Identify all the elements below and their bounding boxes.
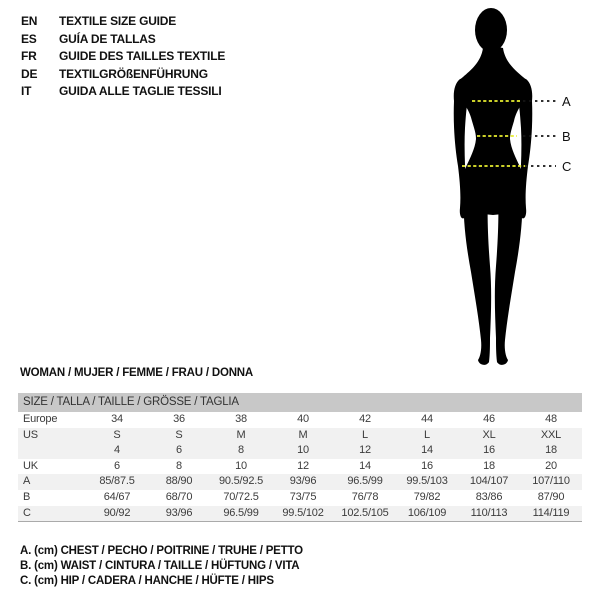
size-cell: 48 (545, 413, 557, 425)
size-cell: 88/90 (165, 475, 193, 488)
marker-label-c: C (562, 159, 572, 174)
language-row-it (21, 83, 225, 101)
size-cell: L (424, 428, 430, 441)
size-cell: 6 (176, 444, 182, 457)
size-cell: 8 (176, 459, 182, 472)
size-cell: 96.5/99 (223, 506, 259, 519)
row-label: A (23, 475, 31, 488)
row-label: B (23, 490, 31, 503)
row-label: UK (23, 459, 38, 472)
size-cell: 14 (359, 459, 371, 472)
size-cell: 99.5/102 (282, 506, 324, 519)
language-title: GUÍA DE TALLAS (59, 31, 156, 46)
size-cell: 83/86 (475, 490, 503, 503)
language-code: ES (21, 31, 37, 46)
size-cell: 46 (483, 413, 495, 425)
size-table-header: SIZE / TALLA / TAILLE / GRÖSSE / TAGLIA (18, 393, 582, 412)
size-cell: 104/107 (469, 475, 509, 488)
marker-label-a: A (562, 94, 571, 109)
size-cell: 79/82 (413, 490, 441, 503)
size-cell: 40 (297, 413, 309, 425)
row-label (18, 443, 86, 459)
table-row-chest-a (18, 474, 582, 490)
legend-line-waist: B. (cm) WAIST / CINTURA / TAILLE / HÜFTUNG / VITA (20, 560, 300, 573)
size-cell: XL (482, 428, 496, 441)
marker-label-b: B (562, 129, 571, 144)
language-title: GUIDE DES TAILLES TEXTILE (59, 49, 226, 63)
size-cell: M (298, 428, 308, 441)
size-cell: 44 (421, 413, 433, 425)
language-code: EN (21, 14, 38, 28)
table-row-uk (18, 459, 582, 475)
size-cell: 68/70 (165, 490, 193, 503)
size-cell: 106/109 (407, 506, 447, 519)
row-label: C (23, 506, 31, 519)
size-cell: 76/78 (351, 490, 379, 503)
language-code: IT (21, 84, 32, 98)
size-cell: 4 (114, 444, 120, 457)
size-cell: S (113, 428, 121, 441)
measurement-figure (425, 0, 600, 380)
size-cell: 85/87.5 (99, 475, 135, 488)
table-row-europe (18, 412, 582, 428)
language-row-de (21, 66, 225, 84)
size-cell: L (362, 428, 368, 441)
row-label: US (23, 428, 38, 441)
row-label: Europe (23, 413, 58, 425)
language-title: TEXTILGRÖßENFÜHRUNG (59, 66, 208, 81)
size-cell: 34 (111, 413, 123, 425)
size-cell: 12 (297, 459, 309, 472)
language-row-en (21, 13, 225, 31)
size-cell: 107/110 (532, 475, 570, 488)
size-cell: 70/72.5 (223, 490, 259, 503)
legend-line-chest: A. (cm) CHEST / PECHO / POITRINE / TRUHE / PETTO (20, 545, 303, 557)
size-cell: 12 (359, 444, 371, 457)
language-code: DE (21, 66, 38, 81)
size-cell: 18 (545, 444, 557, 457)
size-cell: 114/119 (532, 506, 570, 519)
size-cell: 110/113 (470, 506, 508, 519)
size-cell: 20 (545, 459, 557, 472)
size-cell: 10 (297, 444, 309, 457)
size-cell: 99.5/103 (406, 475, 448, 488)
size-table-body (18, 412, 582, 522)
size-cell: 6 (114, 459, 120, 472)
size-cell: 8 (238, 444, 244, 457)
legend-line-hip: C. (cm) HIP / CADERA / HANCHE / HÜFTE / HIPS (20, 575, 274, 588)
language-code: FR (21, 49, 37, 63)
size-cell: 90.5/92.5 (218, 475, 264, 488)
size-cell: XXL (540, 428, 562, 441)
size-cell: 18 (483, 459, 495, 472)
table-row-us-numeric (18, 443, 582, 459)
language-row-fr (21, 48, 225, 66)
size-cell: S (175, 428, 183, 441)
woman-silhouette-icon (454, 8, 533, 365)
size-cell: 93/96 (289, 475, 317, 488)
size-cell: 42 (359, 413, 371, 425)
size-cell: 16 (421, 459, 433, 472)
size-cell: 93/96 (165, 506, 193, 519)
size-cell: 14 (421, 444, 433, 457)
language-title-list (21, 13, 225, 101)
size-cell: 102.5/105 (341, 506, 389, 519)
size-cell: M (236, 428, 246, 441)
size-cell: 36 (173, 413, 185, 425)
table-row-us-letter (18, 428, 582, 444)
table-row-waist-b (18, 490, 582, 506)
size-table (18, 393, 582, 522)
size-cell: 64/67 (103, 490, 131, 503)
measurement-legend (20, 544, 303, 590)
language-title: TEXTILE SIZE GUIDE (59, 14, 177, 28)
size-cell: 87/90 (537, 490, 565, 503)
table-row-hip-c (18, 506, 582, 522)
size-cell: 38 (235, 413, 247, 425)
language-title: GUIDA ALLE TAGLIE TESSILI (59, 84, 222, 98)
size-cell: 96.5/99 (347, 475, 383, 488)
section-title-woman: WOMAN / MUJER / FEMME / FRAU / DONNA (20, 367, 254, 379)
size-cell: 90/92 (103, 506, 131, 519)
size-cell: 16 (483, 444, 495, 457)
size-cell: 73/75 (289, 490, 317, 503)
size-cell: 10 (235, 459, 247, 472)
language-row-es (21, 31, 225, 49)
